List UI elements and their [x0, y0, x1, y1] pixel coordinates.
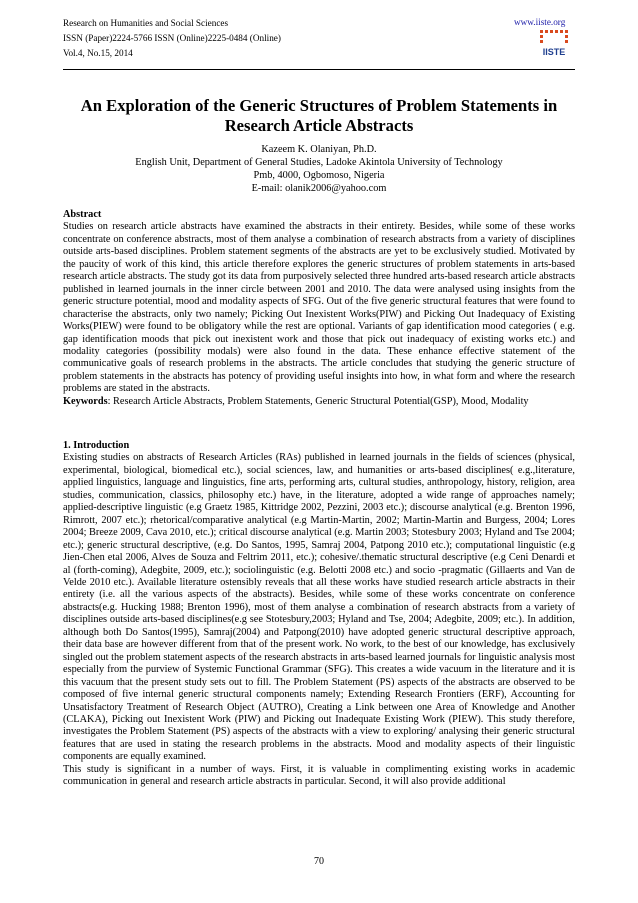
introduction-paragraph-1: Existing studies on abstracts of Research Articles (RAs) published in learned journals in the fields of sciences (physical, experimental, biological, biomedical etc.), social sciences, law, and humanities or arts-based disciplines( e.g.,literature, applied linguistics, language and linguistics, fine arts, performing arts, cultural studies, anthropology, history, religion, area studies, communication, classics, philosophy etc.) have, in the literature, adopted a wide range of approaches namely; applied-descriptive linguistic (e.g Graetz 1985, Kittridge 2002, Pezzini, 2003 etc.); discourse analytical (e.g. Brenton 1996, Rimrott, 2007 etc.); rhetorical/comparative analytical (e.g Martin-Martin, 2002; Martin-Martin and Burgess, 2004; Lores 2004; Breeze 2009, Cava 2010, etc.); critical discourse analytical (e.g. Martin 2003; Stotesbury 2003; Hyland and Tse 2004; etc.); generic structural descriptive, (e.g. Do Santos, 1995, Samraj 2004, Patpong 2010 etc.); computational linguistic (e.g Jien-Chen etal 2006, Alves de Souza and Feltrim 2011, etc.); cohesive/.thematic structural descriptive (e.g Ceni Denardi et al (forth-coming), Adegbite, 2009, etc.); sociolinguistic (e.g. Belotti 2008 etc.) and socio -pragmatic (Gillaerts and Van de Velde 2010 etc.). Available literature ostensibly reveals that all these works have studied research article abstracts in their entirety (i.e. all the various aspects of the abstracts). Besides, while some of these works concentrate on conference abstracts(e.g. Hucking 1988; Brenton 1996), most of them analyse a combination of research abstracts from a variety of disciplines outside arts-based disciplines(e.g see Stotesbury,2003; Hyland and Tse, 2004; Adegbite, 2009; etc.). In addition, although both Do Santos(1995), Samraj(2004) and Patpong(2010) have adopted generic structural descriptive approach, their data base are however different from that of the present work. No work, to the best of our knowledge, has exclusively singled out the problem statement aspects of the research abstracts in arts-based learned journals for linguistic analysis most especially from the purview of Systemic Functional Grammar (SFG). This creates a wide vacuum in the literature and it is this vacuum that the present study sets out to fill. The Problem Statement (PS) aspects of the abstracts are observed to be composed of five internal generic structural components namely; Extending Research Frontiers (ERF), Accounting for Unsatisfactory Treatment of Research Object (AUTRO), Creating a Link between one Area of Knowledge and Another (CLAKA), Picking out Inexistent Work (PIW) and Picking out Inadequate Existing Work (PIEW). This study therefore, investigates the Problem Statement (PS) aspects of the abstracts with a view to exploring/ analysing their generic structural features that are used in stating the research problems in the abstracts. Mood and modality aspects of their linguistic components are equally examined.: [63, 452, 575, 763]
author-email: E-mail: olanik2006@yahoo.com: [251, 183, 387, 194]
article-title: An Exploration of the Generic Structures of Problem Statements in Research Article Abstracts: [80, 96, 558, 135]
logo-text: IISTE: [542, 47, 566, 57]
journal-url-link[interactable]: www.iiste.org: [514, 17, 566, 27]
author-address: Pmb, 4000, Ogbomoso, Nigeria: [253, 170, 385, 181]
keywords-label: Keywords: [63, 395, 108, 407]
introduction-paragraph-2: This study is significant in a number of ways. First, it is valuable in complimenting existing works in academic communication in general and research article abstracts in particular. Second, it will also provide additional: [63, 763, 575, 788]
author-name: Kazeem K. Olaniyan, Ph.D.: [261, 144, 377, 155]
volume-line: Vol.4, No.15, 2014: [63, 48, 133, 58]
page-number: 70: [314, 856, 324, 867]
keywords-text: : Research Article Abstracts, Problem Statements, Generic Structural Potential(GSP), Mood, Modality: [107, 395, 529, 407]
author-affiliation: English Unit, Department of General Studies, Ladoke Akintola University of Technology: [135, 157, 503, 168]
introduction-section: [63, 440, 575, 789]
keywords-line: [63, 396, 575, 408]
issn-line: ISSN (Paper)2224-5766 ISSN (Online)2225-0484 (Online): [63, 33, 281, 43]
introduction-heading: 1. Introduction: [63, 440, 130, 451]
abstract-text: Studies on research article abstracts have examined the abstracts in their entirety. Besides, while some of these works concentrate on conference abstracts, most of them analyse a combination of research abstracts from a variety of disciplines outside arts-based disciplines. Problem statement segments of the abstracts are yet to be exclusively studied. Motivated by the paucity of work of this kind, this article therefore explores the generic structures of problem statements in arts-based research article abstracts. The study got its data from purposively selected three hundred arts-based research article abstracts published in learned journals in the inner circle between 2001 and 2010. The data were analysed using insights from the generic structure potential, mood and modality aspects of SFG. Out of the five generic structural features that were found to characterise the abstracts, only two namely; Picking Out Inexistent Works(PIW) and Picking Out Inadequacy of Existing Works(PIEW) were found to be obligatory while the rest are optional. Variants of gap identification mood categories ( e.g. gap identification moods that pick out inexistent work and those that pick out inadequacy of existing works etc.) and modality categories (possibility modals) were also found in the data. These enhance effective statement of the communicative goals of research problems in the abstracts. The article concludes that studying the generic structure of problem statements in the abstracts has potency of providing useful insights into how, in what form and where the research problems are stated in the abstracts.: [63, 221, 575, 395]
abstract-section: [63, 209, 575, 408]
abstract-heading: Abstract: [63, 209, 102, 220]
header-rule: [63, 69, 575, 70]
journal-name: Research on Humanities and Social Sciences: [63, 18, 229, 28]
iiste-logo: [537, 28, 571, 58]
